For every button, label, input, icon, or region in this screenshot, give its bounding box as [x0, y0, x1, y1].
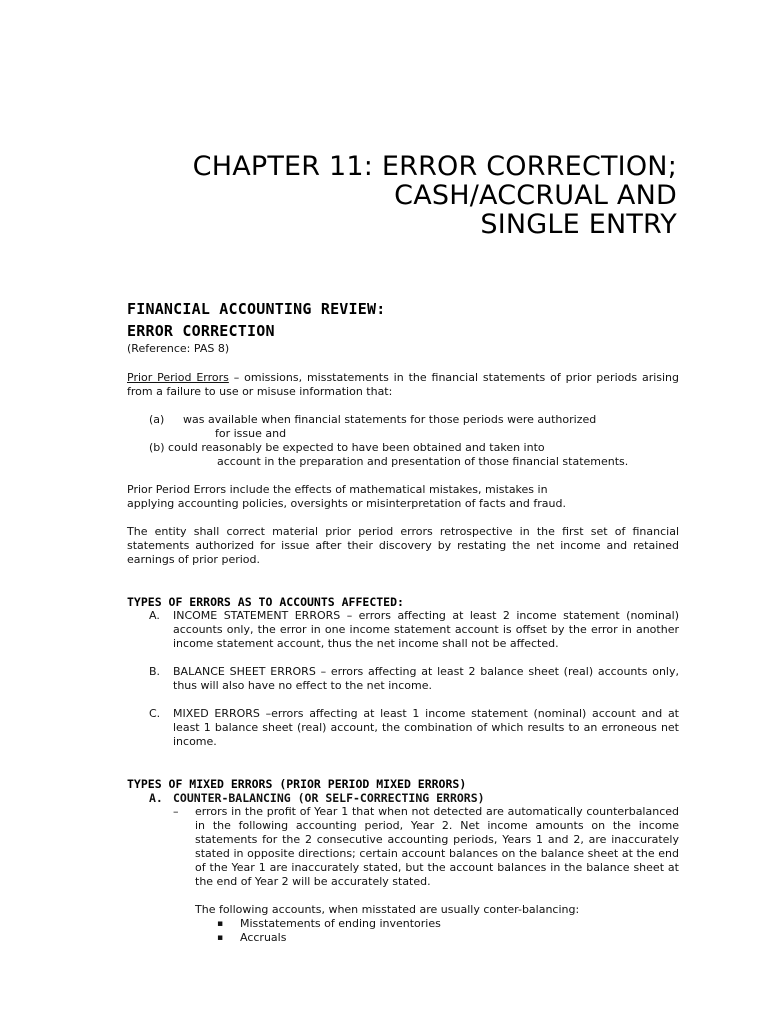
condition-b-line-1: (b) could reasonably be expected to have been obtained and taken into [149, 441, 545, 454]
types-mixed-heading: TYPES OF MIXED ERRORS (PRIOR PERIOD MIXED ERRORS) [127, 777, 467, 791]
types-accounts-list [127, 609, 679, 749]
type-item-letter: A. [149, 609, 160, 622]
conditions-list [149, 413, 679, 469]
chapter-title-line-3: SINGLE ENTRY [480, 209, 677, 240]
entity-paragraph: The entity shall correct material prior period errors retrospective in the first set of financial statements authorized for issue after their discovery by restating the net income and retained earnings of prior period. [127, 525, 679, 566]
includes-paragraph [127, 483, 679, 511]
counter-balancing-text: errors in the profit of Year 1 that when not detected are automatically counterbalanced in the following accounting period, Year 2. Net income amounts on the income statements for the 2 consecutive accounting periods, Years 1 and 2, are inaccurately stated in opposite directions; certain account balances on the balance sheet at the end of the Year 1 are inaccurately stated, but the account balances in the balance sheet at the end of Year 2 will be accurately stated. [195, 805, 679, 888]
type-item-text: INCOME STATEMENT ERRORS – errors affecting at least 2 income statement (nominal) accounts only, the error in one income statement account is offset by the error in another income statement account, thus the net income shall not be affected. [173, 609, 679, 650]
list-item [217, 917, 679, 931]
document-body [127, 298, 679, 945]
definition-paragraph [127, 371, 679, 399]
condition-a-label: (a) [149, 413, 165, 426]
types-accounts-heading: TYPES OF ERRORS AS TO ACCOUNTS AFFECTED: [127, 595, 404, 609]
bullet-icon: ▪ [217, 919, 224, 929]
list-item-text: Accruals [240, 931, 287, 944]
type-item-b [127, 665, 679, 693]
dash-marker: – [173, 805, 179, 818]
includes-line-1: Prior Period Errors include the effects of mathematical mistakes, mistakes in [127, 483, 548, 496]
type-item-text: MIXED ERRORS –errors affecting at least 1 income statement (nominal) account and at least 1 balance sheet (real) account, the combination of which results to an erroneous net income. [173, 707, 679, 748]
condition-a [149, 413, 679, 427]
includes-line-2: applying accounting policies, oversights or misinterpretation of facts and fraud. [127, 497, 566, 510]
chapter-title [117, 152, 677, 239]
sub-heading-letter: A. [149, 791, 163, 805]
reference-note: (Reference: PAS 8) [127, 342, 230, 355]
section-title-1: FINANCIAL ACCOUNTING REVIEW: [127, 300, 386, 318]
type-item-letter: C. [149, 707, 161, 720]
type-item-a [127, 609, 679, 651]
sub-heading-text: COUNTER-BALANCING (OR SELF-CORRECTING ERRORS) [173, 791, 485, 805]
list-item [217, 931, 679, 945]
condition-b-line-2: account in the preparation and presentation of those financial statements. [217, 455, 629, 468]
bullet-icon: ▪ [217, 933, 224, 943]
following-accounts-list [127, 917, 679, 945]
type-item-c [127, 707, 679, 749]
condition-a-line-2: for issue and [215, 427, 287, 440]
definition-text: – omissions, misstatements in the financial statements of prior periods arising from a failure to use or misuse information that: [127, 371, 680, 398]
following-accounts-intro: The following accounts, when misstated are usually conter-balancing: [195, 903, 580, 916]
counter-balancing-definition [127, 805, 679, 889]
chapter-title-line-1: CHAPTER 11: ERROR CORRECTION; [192, 151, 677, 182]
section-title-2: ERROR CORRECTION [127, 322, 275, 340]
type-item-text: BALANCE SHEET ERRORS – errors affecting at least 2 balance sheet (real) accounts only, thus will also have no effect to the net income. [173, 665, 679, 692]
chapter-title-line-2: CASH/ACCRUAL AND [394, 180, 677, 211]
counter-balancing-heading [127, 791, 679, 805]
type-item-letter: B. [149, 665, 161, 678]
definition-term: Prior Period Errors [127, 371, 229, 384]
list-item-text: Misstatements of ending inventories [240, 917, 441, 930]
condition-a-line-1: was available when financial statements for those periods were authorized [183, 413, 597, 426]
